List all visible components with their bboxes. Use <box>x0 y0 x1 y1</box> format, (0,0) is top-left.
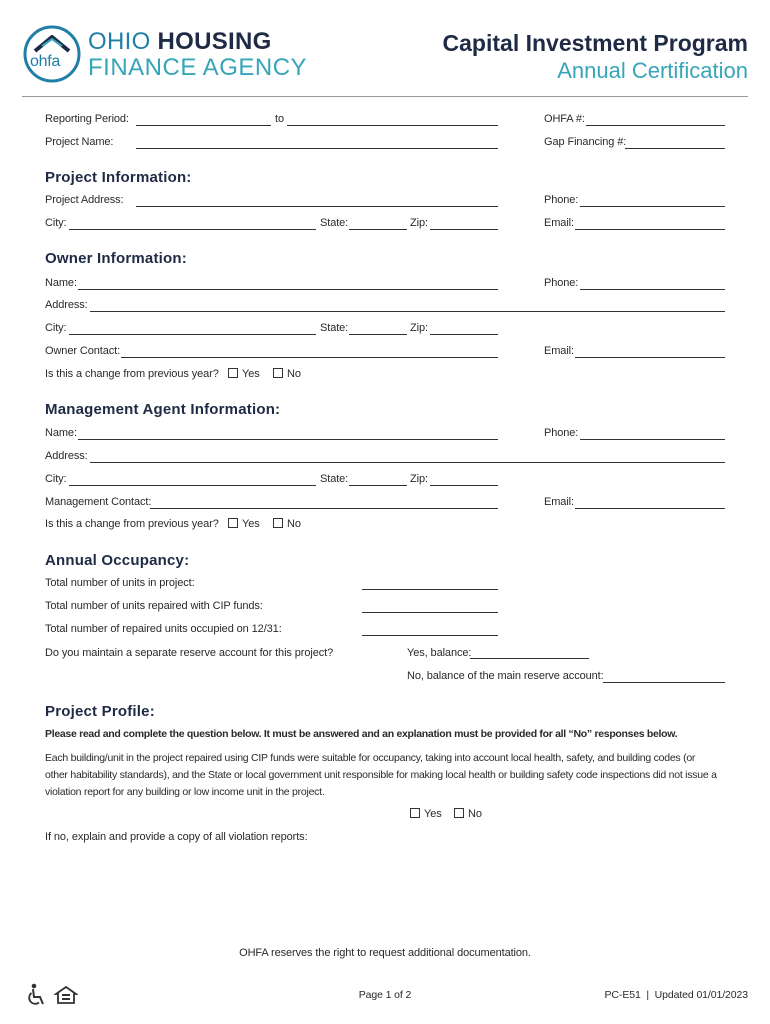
project-phone-field[interactable] <box>580 206 725 207</box>
checkbox-icon[interactable] <box>273 368 283 378</box>
to-label: to <box>275 113 284 125</box>
mgmt-phone-field[interactable] <box>580 439 725 440</box>
logo-word: ohfa <box>30 53 60 70</box>
yes-balance-field[interactable] <box>470 658 589 659</box>
mgmt-email-field[interactable] <box>575 508 725 509</box>
repaired-occupied-label: Total number of repaired units occupied on 12/31: <box>45 623 282 635</box>
checkbox-icon[interactable] <box>228 368 238 378</box>
explain-label: If no, explain and provide a copy of all violation reports: <box>45 831 308 843</box>
mgmt-name-field[interactable] <box>78 439 498 440</box>
profile-yes-option[interactable] <box>410 808 442 820</box>
total-units-field[interactable] <box>362 589 498 590</box>
project-info-heading: Project Information: <box>45 169 192 186</box>
checkbox-icon[interactable] <box>410 808 420 818</box>
project-zip-label: Zip: <box>410 217 428 229</box>
form-title: Capital Investment Program <box>442 30 748 56</box>
brand-name <box>88 29 307 81</box>
updated-date: Updated 01/01/2023 <box>654 989 748 1001</box>
owner-state-label: State: <box>320 322 349 334</box>
owner-change-no-option[interactable] <box>273 368 301 380</box>
project-state-label: State: <box>320 217 349 229</box>
mgmt-state-field[interactable] <box>349 485 407 486</box>
checkbox-icon[interactable] <box>228 518 238 528</box>
mgmt-change-no-option[interactable] <box>273 518 301 530</box>
project-city-field[interactable] <box>69 229 316 230</box>
owner-change-question: Is this a change from previous year? <box>45 368 219 380</box>
form-subtitle: Annual Certification <box>557 58 748 83</box>
owner-info-heading: Owner Information: <box>45 250 187 267</box>
project-address-field[interactable] <box>136 206 498 207</box>
units-repaired-field[interactable] <box>362 612 498 613</box>
mgmt-address-field[interactable] <box>90 462 725 463</box>
header-divider <box>22 96 748 97</box>
owner-email-field[interactable] <box>575 357 725 358</box>
project-city-label: City: <box>45 217 67 229</box>
mgmt-city-field[interactable] <box>69 485 316 486</box>
units-repaired-label: Total number of units repaired with CIP funds: <box>45 600 263 612</box>
form-id: PC-E51 <box>604 989 641 1001</box>
profile-heading: Project Profile: <box>45 703 155 720</box>
mgmt-zip-label: Zip: <box>410 473 428 485</box>
project-phone-label: Phone: <box>544 194 579 206</box>
project-address-label: Project Address: <box>45 194 124 206</box>
owner-contact-field[interactable] <box>121 357 498 358</box>
mgmt-state-label: State: <box>320 473 349 485</box>
total-units-label: Total number of units in project: <box>45 577 195 589</box>
mgmt-info-heading: Management Agent Information: <box>45 401 281 418</box>
reporting-period-label: Reporting Period: <box>45 113 129 125</box>
owner-name-field[interactable] <box>78 289 498 290</box>
ohfa-number-field[interactable] <box>586 125 725 126</box>
owner-change-yes-option[interactable] <box>228 368 260 380</box>
mgmt-name-label: Name: <box>45 427 77 439</box>
project-email-label: Email: <box>544 217 574 229</box>
profile-yes-label: Yes <box>424 808 442 820</box>
ohfa-number-label: OHFA #: <box>544 113 585 125</box>
owner-city-field[interactable] <box>69 334 316 335</box>
reporting-period-start-field[interactable] <box>136 125 271 126</box>
mgmt-address-label: Address: <box>45 450 88 462</box>
profile-question: Each building/unit in the project repaired using CIP funds were suitable for occupancy, taking into account local health, safety, and building codes (or other habitability standards), and the State or local government unit responsible for making local health or building safety code inspections did not issue a violation report for any building or low income unit in the project. <box>45 752 717 798</box>
owner-phone-label: Phone: <box>544 277 579 289</box>
mgmt-change-yes-label: Yes <box>242 518 260 530</box>
mgmt-change-yes-option[interactable] <box>228 518 260 530</box>
owner-change-yes-label: Yes <box>242 368 260 380</box>
occupancy-heading: Annual Occupancy: <box>45 552 190 569</box>
gap-financing-field[interactable] <box>625 148 725 149</box>
form-id-block <box>605 989 748 1001</box>
mgmt-change-no-label: No <box>287 518 301 530</box>
mgmt-zip-field[interactable] <box>430 485 498 486</box>
checkbox-icon[interactable] <box>454 808 464 818</box>
mgmt-contact-label: Management Contact: <box>45 496 152 508</box>
brand-ohio: OHIO <box>88 28 158 55</box>
no-balance-field[interactable] <box>603 682 725 683</box>
mgmt-phone-label: Phone: <box>544 427 579 439</box>
owner-phone-field[interactable] <box>580 289 725 290</box>
brand-agency: FINANCE AGENCY <box>88 54 308 81</box>
owner-email-label: Email: <box>544 345 574 357</box>
form-title-block <box>443 29 748 85</box>
profile-instruction: Please read and complete the question below. It must be answered and an explanation must be provided for all “No” responses below. <box>45 728 678 740</box>
profile-no-label: No <box>468 808 482 820</box>
owner-state-field[interactable] <box>349 334 407 335</box>
mgmt-change-question: Is this a change from previous year? <box>45 518 219 530</box>
no-balance-label: No, balance of the main reserve account: <box>407 670 604 682</box>
project-name-field[interactable] <box>136 148 498 149</box>
owner-address-field[interactable] <box>90 311 725 312</box>
mgmt-email-label: Email: <box>544 496 574 508</box>
owner-change-no-label: No <box>287 368 301 380</box>
project-email-field[interactable] <box>575 229 725 230</box>
page-number: Page 1 of 2 <box>358 989 412 1001</box>
owner-city-label: City: <box>45 322 67 334</box>
reserve-note: OHFA reserves the right to request additional documentation. <box>239 947 531 959</box>
owner-contact-label: Owner Contact: <box>45 345 121 357</box>
project-state-field[interactable] <box>349 229 407 230</box>
project-zip-field[interactable] <box>430 229 498 230</box>
brand-housing: HOUSING <box>157 28 272 55</box>
reporting-period-end-field[interactable] <box>287 125 498 126</box>
owner-name-label: Name: <box>45 277 77 289</box>
repaired-occupied-field[interactable] <box>362 635 498 636</box>
owner-zip-label: Zip: <box>410 322 428 334</box>
owner-zip-field[interactable] <box>430 334 498 335</box>
checkbox-icon[interactable] <box>273 518 283 528</box>
ohfa-logo <box>22 24 82 84</box>
reserve-question: Do you maintain a separate reserve account for this project? <box>45 647 334 659</box>
brand-line-1 <box>88 29 307 55</box>
footer-separator: | <box>646 989 649 1001</box>
profile-no-option[interactable] <box>454 808 482 820</box>
mgmt-contact-field[interactable] <box>150 508 498 509</box>
mgmt-city-label: City: <box>45 473 67 485</box>
gap-financing-label: Gap Financing #: <box>544 136 627 148</box>
project-name-label: Project Name: <box>45 136 114 148</box>
yes-balance-label: Yes, balance: <box>407 647 472 659</box>
explanation-area[interactable] <box>45 848 725 936</box>
owner-address-label: Address: <box>45 299 88 311</box>
